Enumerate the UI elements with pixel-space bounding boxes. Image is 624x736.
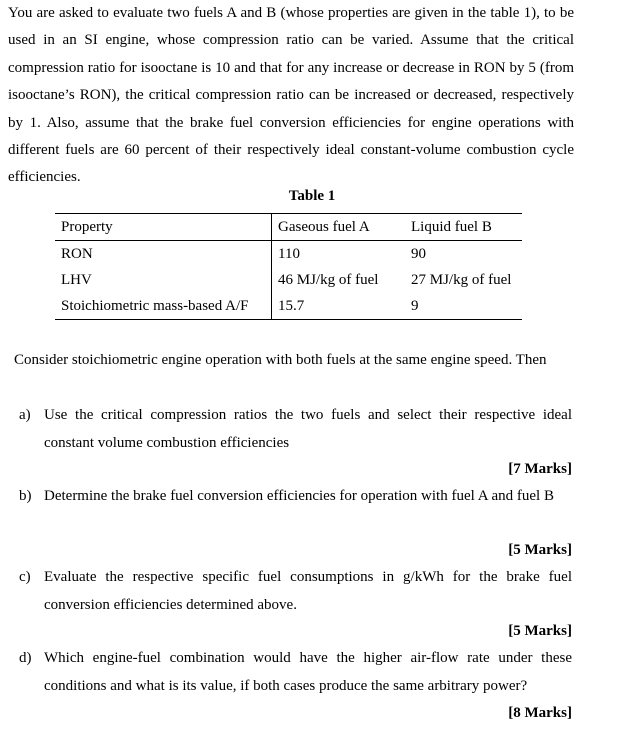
row-lhv-fuel-a: 46 MJ/kg of fuel [272,267,404,293]
table-row [55,241,522,268]
marks-c: [5 Marks] [508,623,572,639]
question-text: Determine the brake fuel conversion efficiencies for operation with fuel A and fuel B [44,488,554,504]
marks-a: [7 Marks] [508,461,572,477]
row-af-fuel-b: 9 [411,297,419,314]
question-label: a) [19,407,31,423]
question-label: b) [19,488,32,504]
question-text: Evaluate the respective specific fuel consumptions in g/kWh for the brake fuel conversion efficiencies determined above. [44,569,572,613]
question-label: c) [19,569,31,585]
consider-statement: Consider stoichiometric engine operation with both fuels at the same engine speed. Then [14,352,547,368]
table-row [55,293,522,320]
row-lhv-fuel-b: 27 MJ/kg of fuel [411,271,512,288]
row-af-fuel-a: 15.7 [272,293,404,320]
table-header-row [55,214,522,241]
question-text: Which engine-fuel combination would have the higher air-flow rate under these conditions and what is its value, if both cases produce the same arbitrary power? [44,650,572,694]
row-lhv-label: LHV [61,271,92,288]
question-text: Use the critical compression ratios the two fuels and select their respective ideal constant volume combustion efficiencies [44,407,572,451]
header-fuel-b: Liquid fuel B [411,218,492,235]
row-ron-fuel-b: 90 [411,245,426,262]
table-row [55,267,522,293]
marks-b: [5 Marks] [508,542,572,558]
row-ron-fuel-a: 110 [272,241,404,268]
row-ron-label: RON [61,245,93,262]
row-af-label: Stoichiometric mass-based A/F [61,297,249,314]
fuel-properties-table [55,213,522,320]
header-property: Property [61,218,113,235]
table-title: Table 1 [288,188,336,204]
question-label: d) [19,650,32,666]
problem-intro: You are asked to evaluate two fuels A and B (whose properties are given in the table 1), to be used in an SI engine, whose compression ratio can be varied. Assume that the critical compression ratio for isooctane is 10 and that for any increase or decrease in RON by 5 (from isooctane’s RON), the critical compression ratio can be increased or decreased, respectively by 1. Also, assume that the brake fuel conversion efficiencies for engine operations with different fuels are 60 percent of their respectively ideal constant-volume combustion cycle efficiencies. [8,5,574,186]
header-fuel-a: Gaseous fuel A [272,214,404,241]
marks-d: [8 Marks] [508,705,572,721]
